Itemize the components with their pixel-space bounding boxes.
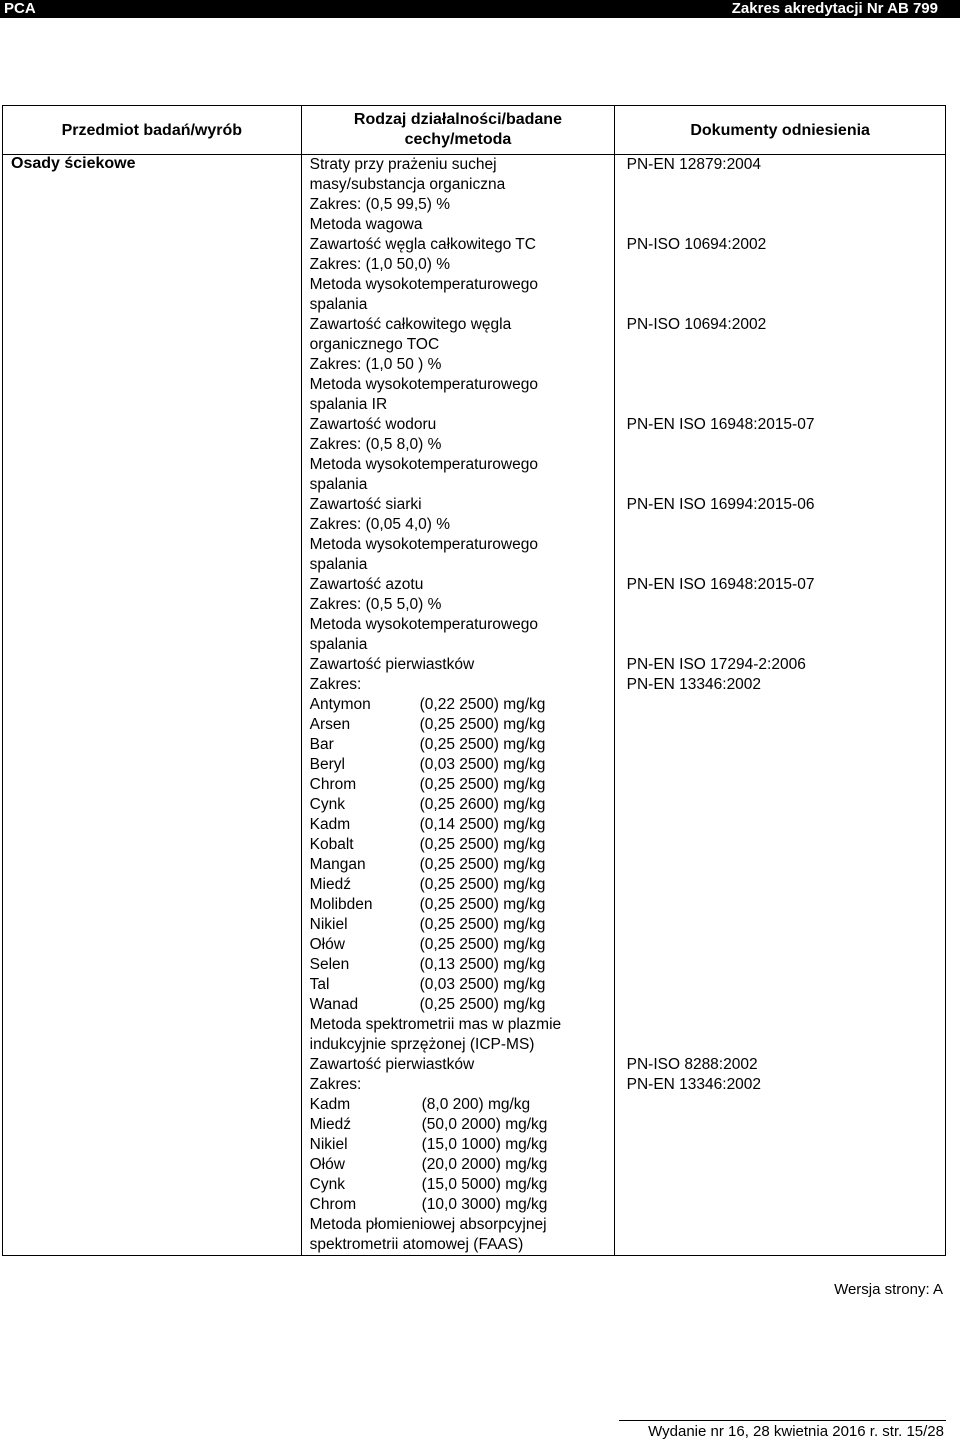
method-block xyxy=(302,315,945,415)
activity-line: Zakres: xyxy=(309,1076,362,1093)
subject-cell: Osady ściekowe xyxy=(3,155,302,1256)
document-reference: PN-EN 12879:2004 xyxy=(626,156,762,173)
element-range-row xyxy=(310,915,614,935)
activity-line: spalania xyxy=(309,296,368,313)
activity-line: organicznego TOC xyxy=(309,336,440,353)
document-reference: PN-EN ISO 17294-2:2006 xyxy=(626,656,806,673)
method-line: indukcyjnie sprzężonej (ICP-MS) xyxy=(309,1036,535,1053)
header-subject: Przedmiot badań/wyrób xyxy=(3,106,302,155)
element-range-row xyxy=(310,775,614,795)
element-range: (0,25 2500) mg/kg xyxy=(419,836,546,853)
activity-line: spalania IR xyxy=(309,396,388,413)
element-name: Wanad xyxy=(309,996,359,1013)
element-range: (0,03 2500) mg/kg xyxy=(419,976,546,993)
header-documents: Dokumenty odniesienia xyxy=(615,106,946,155)
faas-method-block xyxy=(302,1055,945,1255)
element-name: Bar xyxy=(309,736,334,753)
element-range: (0,14 2500) mg/kg xyxy=(419,816,546,833)
element-range-row xyxy=(310,735,614,755)
element-name: Cynk xyxy=(309,1176,345,1193)
activity-description xyxy=(302,315,614,415)
element-name: Chrom xyxy=(309,1196,357,1213)
method-block xyxy=(302,495,945,575)
footer-divider xyxy=(619,1420,946,1421)
element-range-row xyxy=(310,1095,614,1115)
activity-description xyxy=(302,575,614,655)
element-range-row xyxy=(310,895,614,915)
activity-line: Metoda wysokotemperaturowego xyxy=(309,536,538,553)
element-name: Ołów xyxy=(309,936,345,953)
element-range: (0,25 2500) mg/kg xyxy=(419,876,546,893)
element-range-row xyxy=(310,935,614,955)
element-range-row xyxy=(310,815,614,835)
activity-line: Zawartość azotu xyxy=(309,576,424,593)
element-range-row xyxy=(310,1135,614,1155)
element-range: (0,25 2500) mg/kg xyxy=(419,776,546,793)
reference-documents xyxy=(614,655,944,1055)
element-range-row xyxy=(310,975,614,995)
method-block xyxy=(302,155,945,235)
activity-description xyxy=(302,155,614,235)
activity-documents-cell xyxy=(301,155,945,1256)
activity-line: Metoda wagowa xyxy=(309,216,423,233)
element-range-row xyxy=(310,795,614,815)
document-reference: PN-EN ISO 16948:2015-07 xyxy=(626,416,815,433)
method-line: Metoda spektrometrii mas w plazmie xyxy=(309,1016,562,1033)
activity-line: Zakres: (0,05 4,0) % xyxy=(309,516,451,533)
element-range: (10,0 3000) mg/kg xyxy=(421,1196,548,1213)
element-name: Ołów xyxy=(309,1156,345,1173)
method-block xyxy=(302,415,945,495)
element-range-row xyxy=(310,835,614,855)
activity-line: Straty przy prażeniu suchej xyxy=(309,156,497,173)
document-reference: PN-ISO 10694:2002 xyxy=(626,316,767,333)
element-range-row xyxy=(310,695,614,715)
page-version: Wersja strony: A xyxy=(834,1281,943,1298)
activity-line: Metoda wysokotemperaturowego xyxy=(309,616,538,633)
element-range: (0,25 2500) mg/kg xyxy=(419,936,546,953)
element-range: (0,03 2500) mg/kg xyxy=(419,756,546,773)
element-range: (0,25 2500) mg/kg xyxy=(419,736,546,753)
element-range-row xyxy=(310,955,614,975)
element-name: Tal xyxy=(309,976,330,993)
activity-line: Zakres: (0,5 5,0) % xyxy=(309,596,442,613)
activity-description xyxy=(302,235,614,315)
element-range: (0,25 2500) mg/kg xyxy=(419,856,546,873)
activity-line: spalania xyxy=(309,636,368,653)
activity-description xyxy=(302,655,614,1055)
activity-description xyxy=(302,415,614,495)
element-name: Beryl xyxy=(309,756,345,773)
method-block xyxy=(302,575,945,655)
document-reference: PN-EN 13346:2002 xyxy=(626,1076,762,1093)
activity-line: Zakres: (1,0 50,0) % xyxy=(309,256,451,273)
header-title: Zakres akredytacji Nr AB 799 xyxy=(731,0,938,17)
element-name: Selen xyxy=(309,956,350,973)
element-name: Cynk xyxy=(309,796,345,813)
method-blocks xyxy=(302,155,945,1255)
reference-documents xyxy=(614,235,944,315)
document-reference: PN-EN ISO 16948:2015-07 xyxy=(626,576,815,593)
element-name: Arsen xyxy=(309,716,351,733)
activity-line: spalania xyxy=(309,556,368,573)
document-reference: PN-EN 13346:2002 xyxy=(626,676,762,693)
element-range-row xyxy=(310,1195,614,1215)
element-range-row xyxy=(310,1175,614,1195)
element-range: (0,25 2500) mg/kg xyxy=(419,896,546,913)
element-range: (15,0 1000) mg/kg xyxy=(421,1136,548,1153)
activity-line: Metoda wysokotemperaturowego xyxy=(309,456,538,473)
element-range: (0,25 2600) mg/kg xyxy=(419,796,546,813)
reference-documents xyxy=(614,315,944,415)
element-range: (50,0 2000) mg/kg xyxy=(421,1116,548,1133)
activity-line: Metoda wysokotemperaturowego xyxy=(309,376,538,393)
element-name: Antymon xyxy=(309,696,371,713)
element-range: (0,13 2500) mg/kg xyxy=(419,956,546,973)
activity-line: Metoda wysokotemperaturowego xyxy=(309,276,538,293)
element-range-row xyxy=(310,1115,614,1135)
method-line: spektrometrii atomowej (FAAS) xyxy=(309,1236,524,1253)
element-name: Chrom xyxy=(309,776,357,793)
element-name: Miedź xyxy=(309,1116,351,1133)
document-reference: PN-EN ISO 16994:2015-06 xyxy=(626,496,815,513)
header-activity: Rodzaj działalności/badane cechy/metoda xyxy=(301,106,615,155)
reference-documents xyxy=(614,415,944,495)
element-range: (20,0 2000) mg/kg xyxy=(421,1156,548,1173)
element-name: Miedź xyxy=(309,876,351,893)
element-range: (15,0 5000) mg/kg xyxy=(421,1176,548,1193)
activity-description xyxy=(302,1055,614,1255)
document-reference: PN-ISO 10694:2002 xyxy=(626,236,767,253)
element-range: (0,25 2500) mg/kg xyxy=(419,916,546,933)
activity-line: Zakres: xyxy=(309,676,362,693)
element-range-row xyxy=(310,755,614,775)
element-name: Nikiel xyxy=(309,1136,348,1153)
icpms-method-block xyxy=(302,655,945,1055)
method-line: Metoda płomieniowej absorpcyjnej xyxy=(309,1216,547,1233)
element-range: (8,0 200) mg/kg xyxy=(421,1096,531,1113)
reference-documents xyxy=(614,575,944,655)
activity-line: Zawartość pierwiastków xyxy=(309,1056,475,1073)
element-name: Nikiel xyxy=(309,916,348,933)
edition-info: Wydanie nr 16, 28 kwietnia 2016 r. str. 15/28 xyxy=(648,1423,944,1440)
element-range-row xyxy=(310,995,614,1015)
activity-line: Zawartość węgla całkowitego TC xyxy=(309,236,536,253)
element-range-row xyxy=(310,855,614,875)
activity-line: Zawartość pierwiastków xyxy=(309,656,475,673)
method-block xyxy=(302,235,945,315)
table-body-row xyxy=(3,155,946,1256)
element-name: Kobalt xyxy=(309,836,354,853)
activity-line: Zakres: (1,0 50 ) % xyxy=(309,356,442,373)
element-name: Molibden xyxy=(309,896,373,913)
document-reference: PN-ISO 8288:2002 xyxy=(626,1056,758,1073)
activity-line: Zakres: (0,5 8,0) % xyxy=(309,436,442,453)
element-range: (0,25 2500) mg/kg xyxy=(419,996,546,1013)
element-range: (0,22 2500) mg/kg xyxy=(419,696,546,713)
top-header-bar xyxy=(0,0,960,18)
activity-description xyxy=(302,495,614,575)
table-header-row xyxy=(3,106,946,155)
element-range-row xyxy=(310,1155,614,1175)
element-name: Mangan xyxy=(309,856,366,873)
element-range: (0,25 2500) mg/kg xyxy=(419,716,546,733)
element-name: Kadm xyxy=(309,816,351,833)
reference-documents xyxy=(614,1055,944,1255)
accreditation-table xyxy=(2,105,946,1256)
activity-line: Zawartość siarki xyxy=(309,496,422,513)
activity-line: Zawartość wodoru xyxy=(309,416,437,433)
element-range-row xyxy=(310,875,614,895)
activity-line: spalania xyxy=(309,476,368,493)
activity-line: Zakres: (0,5 99,5) % xyxy=(309,196,451,213)
activity-line: masy/substancja organiczna xyxy=(309,176,506,193)
element-name: Kadm xyxy=(309,1096,351,1113)
element-range-row xyxy=(310,715,614,735)
reference-documents xyxy=(614,155,944,235)
header-org: PCA xyxy=(4,0,36,17)
activity-line: Zawartość całkowitego węgla xyxy=(309,316,512,333)
reference-documents xyxy=(614,495,944,575)
